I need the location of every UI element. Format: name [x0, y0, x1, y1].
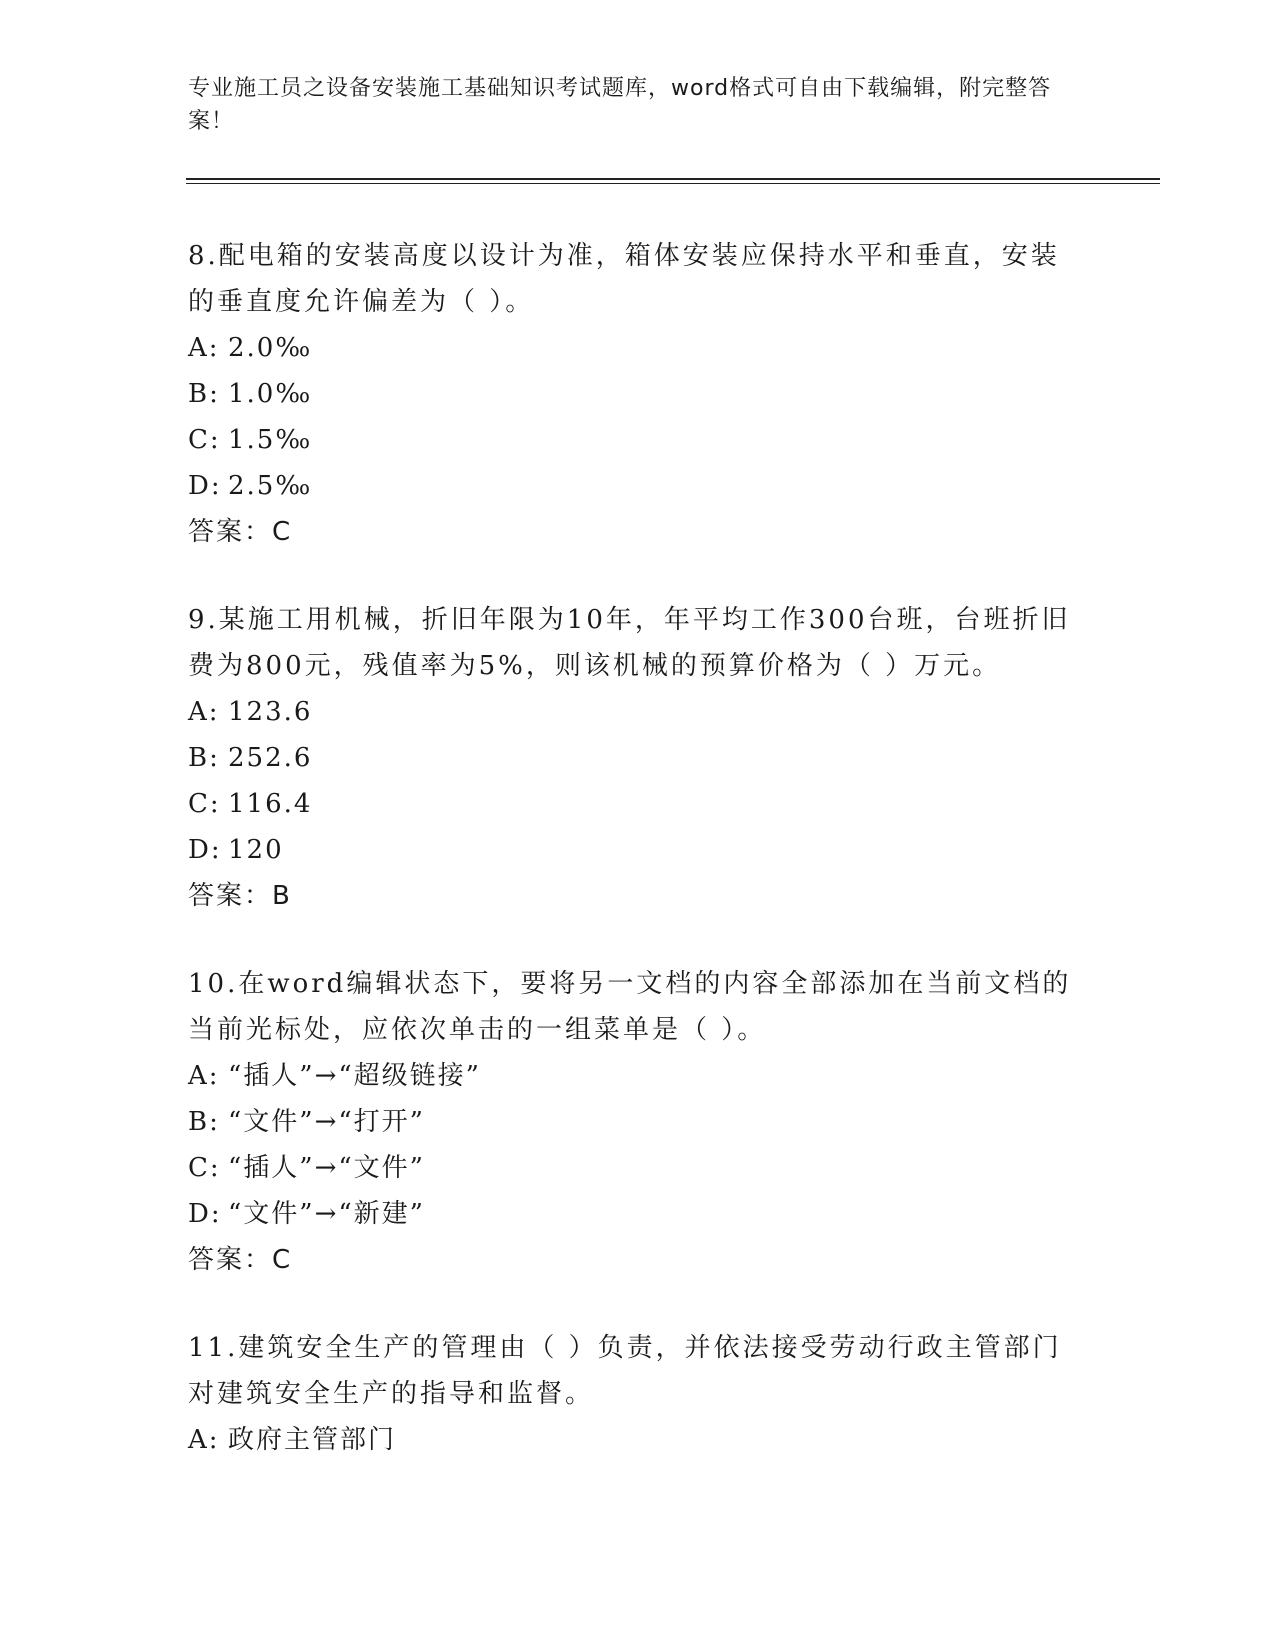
- option-label: B:: [188, 743, 220, 773]
- option-text: 2.0‰: [228, 333, 313, 363]
- question-10: [188, 961, 1088, 1283]
- option-label: C:: [188, 425, 221, 455]
- option-text: “插人”→“文件”: [228, 1153, 425, 1183]
- question-stem: 10.在word编辑状态下，要将另一文档的内容全部添加在当前文档的当前光标处，应依次单击的一组菜单是（ ）。: [188, 969, 1072, 1045]
- option-d: [188, 463, 1088, 509]
- option-d: [188, 827, 1088, 873]
- option-text: 120: [228, 835, 284, 865]
- question-11: [188, 1325, 1088, 1463]
- option-label: C:: [188, 1153, 221, 1183]
- option-a: [188, 1053, 1088, 1099]
- option-text: 116.4: [228, 789, 313, 819]
- option-a: [188, 689, 1088, 735]
- option-text: 123.6: [228, 697, 313, 727]
- option-text: 252.6: [228, 743, 313, 773]
- option-label: A:: [188, 697, 220, 727]
- answer: 答案：C: [188, 517, 293, 547]
- question-stem: 11.建筑安全生产的管理由（ ）负责，并依法接受劳动行政主管部门对建筑安全生产的指导和监督。: [188, 1333, 1062, 1409]
- option-b: [188, 735, 1088, 781]
- option-c: [188, 417, 1088, 463]
- option-label: A:: [188, 1425, 220, 1455]
- option-b: [188, 1099, 1088, 1145]
- option-label: D:: [188, 835, 222, 865]
- option-d: [188, 1191, 1088, 1237]
- option-label: D:: [188, 1199, 222, 1229]
- option-a: [188, 325, 1088, 371]
- option-text: 2.5‰: [228, 471, 313, 501]
- option-text: 1.0‰: [228, 379, 313, 409]
- answer: 答案：C: [188, 1245, 293, 1275]
- question-9: [188, 597, 1088, 919]
- question-stem: 9.某施工用机械，折旧年限为10年，年平均工作300台班，台班折旧费为800元，残值率为5%，则该机械的预算价格为（ ）万元。: [188, 605, 1071, 681]
- option-text: 政府主管部门: [228, 1425, 397, 1455]
- question-stem: 8.配电箱的安装高度以设计为准，箱体安装应保持水平和垂直，安装的垂直度允许偏差为（ ）。: [188, 241, 1060, 317]
- option-c: [188, 1145, 1088, 1191]
- question-8: [188, 233, 1088, 555]
- option-text: 1.5‰: [228, 425, 313, 455]
- answer: 答案：B: [188, 881, 292, 911]
- option-text: “插人”→“超级链接”: [228, 1061, 481, 1091]
- option-label: A:: [188, 1061, 220, 1091]
- option-label: B:: [188, 1107, 220, 1137]
- header-divider: [186, 178, 1160, 184]
- option-label: A:: [188, 333, 220, 363]
- option-label: B:: [188, 379, 220, 409]
- document-header: 专业施工员之设备安装施工基础知识考试题库，word格式可自由下载编辑，附完整答案！: [188, 76, 1052, 134]
- option-text: “文件”→“新建”: [228, 1199, 425, 1229]
- option-label: C:: [188, 789, 221, 819]
- option-a: [188, 1417, 1088, 1463]
- option-c: [188, 781, 1088, 827]
- option-text: “文件”→“打开”: [228, 1107, 425, 1137]
- option-label: D:: [188, 471, 222, 501]
- option-b: [188, 371, 1088, 417]
